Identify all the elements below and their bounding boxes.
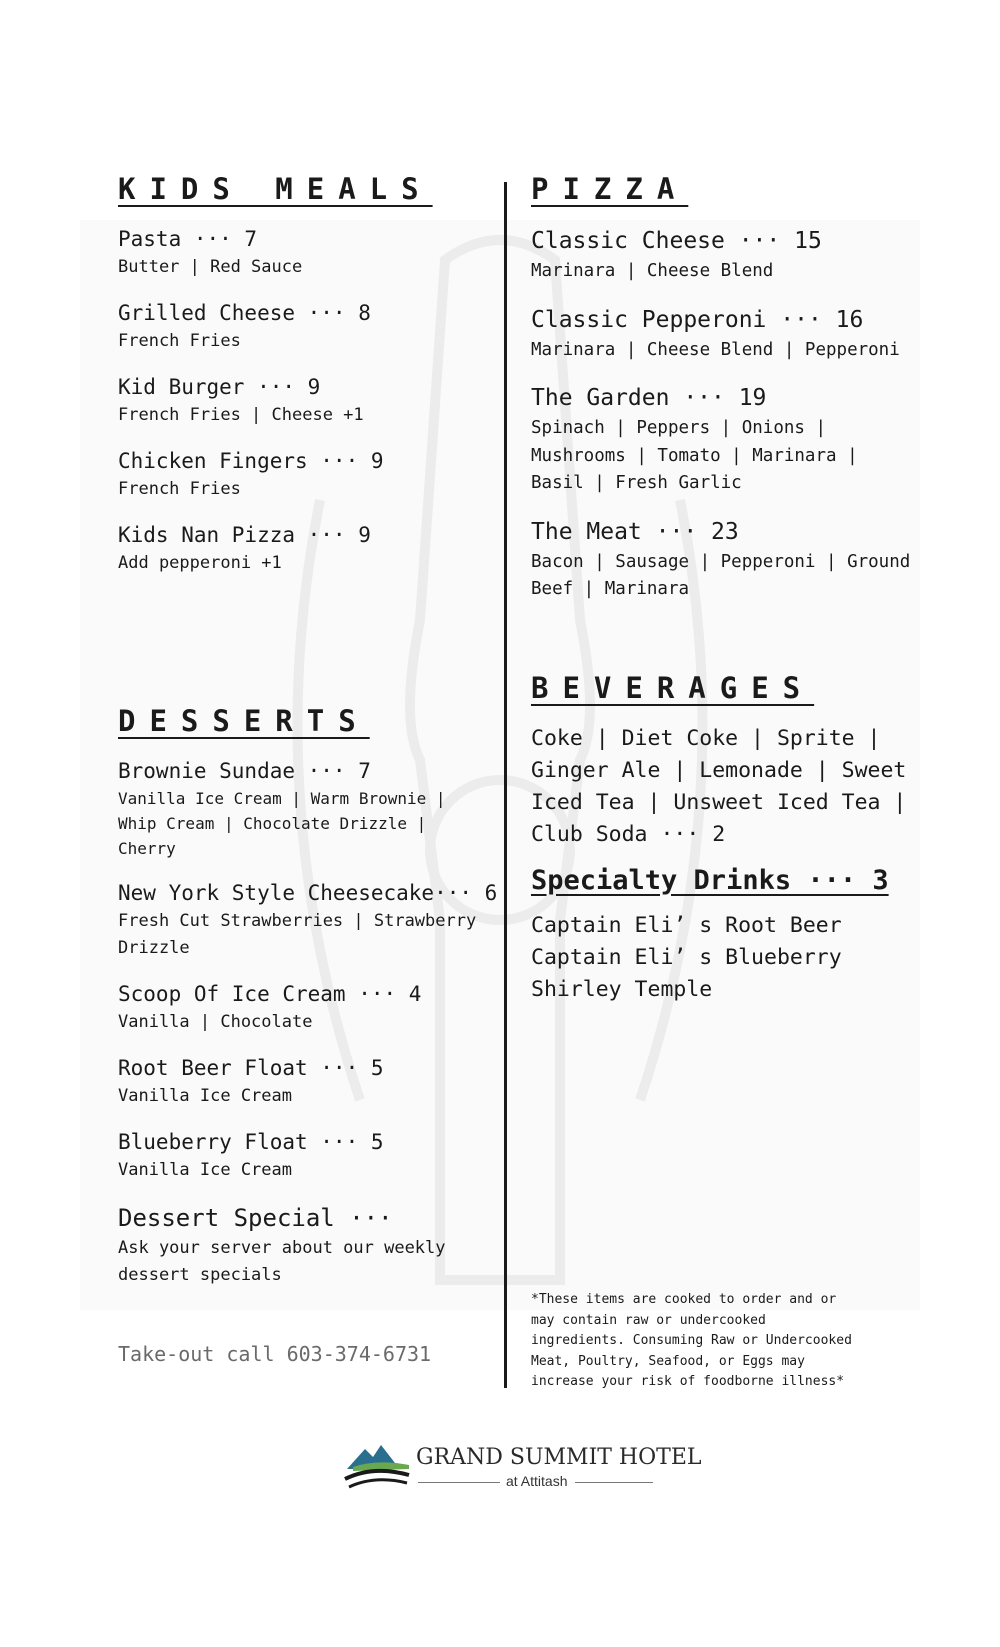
beverages-list: Coke | Diet Coke | Sprite | Ginger Ale | Lemonade | Sweet Iced Tea | Unsweet Iced Tea | Club Soda ··· 2: [531, 725, 907, 847]
menu-item: [118, 446, 483, 503]
specialty-drinks-title: Specialty Drinks ··· 3: [531, 864, 889, 896]
menu-item-name: The Garden ··· 19: [531, 385, 767, 411]
kids-meals-title: KIDS MEALS: [118, 172, 433, 206]
menu-item-desc: Add pepperoni +1: [118, 553, 282, 573]
logo-rule-right: [575, 1482, 653, 1483]
menu-item-desc: Butter | Red Sauce: [118, 257, 303, 277]
logo-title: GRAND SUMMIT HOTEL: [416, 1445, 702, 1470]
menu-item: [531, 303, 911, 365]
list-item: Shirley Temple: [531, 976, 713, 1002]
pizza-title: PIZZA: [531, 172, 689, 206]
menu-item-name: Brownie Sundae ··· 7: [118, 759, 371, 783]
menu-item-name: Kids Nan Pizza ··· 9: [118, 523, 371, 547]
menu-item-desc: Marinara | Cheese Blend | Pepperoni: [531, 339, 900, 360]
menu-item-desc: Vanilla | Chocolate: [118, 1012, 313, 1032]
menu-item-name: Blueberry Float ··· 5: [118, 1130, 384, 1154]
menu-item-desc: French Fries: [118, 479, 241, 499]
hotel-logo: [343, 1435, 702, 1505]
menu-item-desc: Spinach | Peppers | Onions | Mushrooms | Tomato | Marinara | Basil | Fresh Garlic: [531, 418, 858, 493]
right-column: [531, 172, 911, 1006]
mountain-logo-icon: [343, 1435, 411, 1495]
menu-item: [118, 298, 483, 355]
menu-item-name: New York Style Cheesecake··· 6: [118, 881, 498, 905]
list-item: Captain Eli’ s Blueberry: [531, 944, 842, 970]
list-item: Captain Eli’ s Root Beer: [531, 912, 842, 938]
menu-item-name: Chicken Fingers ··· 9: [118, 449, 384, 473]
kids-meals-list: [118, 224, 483, 577]
menu-item-desc: French Fries | Cheese +1: [118, 405, 364, 425]
menu-item: [531, 381, 911, 498]
food-safety-disclaimer: *These items are cooked to order and or may contain raw or undercooked ingredients. Consuming Raw or Undercooked Meat, Poultry, Seafood, or Eggs may increase your risk of foodborne illness*: [531, 1292, 852, 1389]
menu-item-name: Grilled Cheese ··· 8: [118, 301, 371, 325]
menu-item: [118, 878, 498, 962]
menu-item: [118, 224, 483, 281]
menu-item-name: Classic Pepperoni ··· 16: [531, 306, 864, 333]
logo-subtitle: at Attitash: [506, 1473, 568, 1489]
desserts-list: [118, 756, 498, 1289]
menu-item: [118, 1127, 483, 1184]
menu-item: [118, 1053, 483, 1110]
menu-item-name: The Meat ··· 23: [531, 518, 739, 545]
menu-item-name: Scoop Of Ice Cream ··· 4: [118, 982, 422, 1006]
menu-item-name: Dessert Special ···: [118, 1204, 393, 1232]
desserts-title: DESSERTS: [118, 704, 370, 738]
menu-item-desc: Fresh Cut Strawberries | Strawberry Drizzle: [118, 911, 477, 958]
specialty-drinks-list: [531, 910, 911, 1006]
beverages-title: BEVERAGES: [531, 670, 815, 705]
menu-item: [118, 1201, 483, 1289]
menu-item: [531, 515, 911, 604]
takeout-phone-text: Take-out call 603-374-6731: [118, 1342, 432, 1366]
menu-item-desc: Vanilla Ice Cream | Warm Brownie | Whip Cream | Chocolate Drizzle | Cherry: [118, 789, 446, 858]
menu-item-name: Pasta ··· 7: [118, 227, 258, 251]
column-divider: [504, 182, 507, 1388]
menu-item-name: Root Beer Float ··· 5: [118, 1056, 384, 1080]
menu-item-desc: Ask your server about our weekly dessert specials: [118, 1238, 446, 1285]
menu-item: [118, 979, 483, 1036]
menu-item-desc: Marinara | Cheese Blend: [531, 261, 774, 281]
menu-item-desc: French Fries: [118, 331, 241, 351]
menu-item: [118, 756, 483, 861]
menu-item-desc: Vanilla Ice Cream: [118, 1160, 292, 1180]
menu-item-desc: Vanilla Ice Cream: [118, 1086, 292, 1106]
logo-rule-left: [418, 1482, 500, 1483]
menu-item-desc: Bacon | Sausage | Pepperoni | Ground Beef | Marinara: [531, 551, 911, 599]
menu-item: [118, 520, 483, 577]
menu-item: [118, 372, 483, 429]
menu-item-name: Classic Cheese ··· 15: [531, 228, 822, 254]
menu-item-name: Kid Burger ··· 9: [118, 375, 321, 399]
left-column: [118, 172, 498, 1306]
pizza-list: [531, 224, 911, 604]
menu-item: [531, 224, 911, 286]
